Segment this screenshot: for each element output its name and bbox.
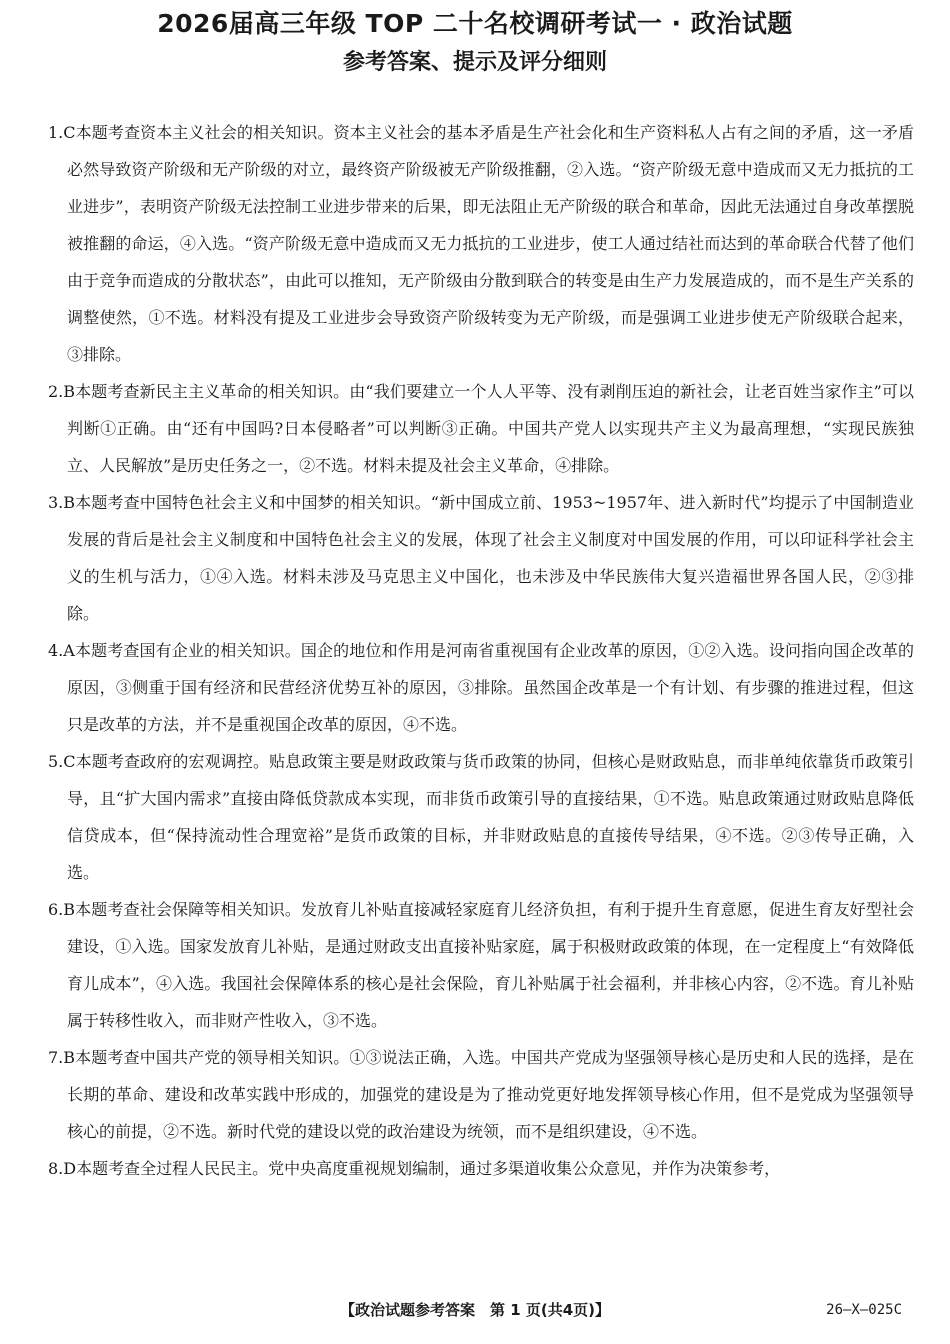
answer-number: 5. <box>48 752 64 771</box>
answer-text: B本题考查社会保障等相关知识。发放育儿补贴直接减轻家庭育儿经济负担，有利于提升生育意愿，促进生育友好型社会建设，①入选。国家发放育儿补贴，是通过财政支出直接补贴家庭，属于积极财政政策的体现，在一定程度上“有效降低育儿成本”，④入选。我国社会保障体系的核心是社会保险，育儿补贴属于社会福利，并非核心内容，②不选。育儿补贴属于转移性收入，而非财产性收入，③不选。 <box>63 900 914 1030</box>
answer-number: 1. <box>48 123 64 142</box>
answer-item-5 <box>48 743 914 891</box>
answer-text: A本题考查国有企业的相关知识。国企的地位和作用是河南省重视国有企业改革的原因，①②入选。设问指向国企改革的原因，③侧重于国有经济和民营经济优势互补的原因，③排除。虽然国企改革是一个有计划、有步骤的推进过程，但这只是改革的方法，并不是重视国企改革的原因，④不选。 <box>63 641 914 734</box>
answer-number: 3. <box>48 493 64 512</box>
exam-code: 26—X—025C <box>826 1302 902 1318</box>
answer-text: B本题考查中国共产党的领导相关知识。①③说法正确，入选。中国共产党成为坚强领导核心是历史和人民的选择，是在长期的革命、建设和改革实践中形成的，加强党的建设是为了推动党更好地发挥领导核心作用，但不是党成为坚强领导核心的前提，②不选。新时代党的建设以党的政治建设为统领，而不是组织建设，④不选。 <box>63 1048 914 1141</box>
answer-item-3 <box>48 484 914 632</box>
answer-number: 7. <box>48 1048 64 1067</box>
answer-text: B本题考查新民主主义革命的相关知识。由“我们要建立一个人人平等、没有剥削压迫的新社会，让老百姓当家作主”可以判断①正确。由“还有中国吗?日本侵略者”可以判断③正确。中国共产党人以实现共产主义为最高理想，“实现民族独立、人民解放”是历史任务之一，②不选。材料未提及社会主义革命，④排除。 <box>63 382 914 475</box>
answer-item-7 <box>48 1039 914 1150</box>
answer-item-1 <box>48 114 914 373</box>
answer-number: 6. <box>48 900 64 919</box>
answer-number: 2. <box>48 382 64 401</box>
answer-text: C本题考查政府的宏观调控。贴息政策主要是财政政策与货币政策的协同，但核心是财政贴息，而非单纯依靠货币政策引导，且“扩大国内需求”直接由降低贷款成本实现，而非货币政策引导的直接结果，①不选。贴息政策通过财政贴息降低信贷成本，但“保持流动性合理宽裕”是货币政策的目标，并非财政贴息的直接传导结果，④不选。②③传导正确，入选。 <box>63 752 914 882</box>
answer-item-4 <box>48 632 914 743</box>
answer-number: 4. <box>48 641 64 660</box>
answer-text: D本题考查全过程人民民主。党中央高度重视规划编制，通过多渠道收集公众意见，并作为决策参考， <box>63 1159 781 1178</box>
page-number-label: 【政治试题参考答案 第 1 页(共4页)】 <box>339 1301 611 1319</box>
answer-text: B本题考查中国特色社会主义和中国梦的相关知识。“新中国成立前、1953~1957年、进入新时代”均提示了中国制造业发展的背后是社会主义制度和中国特色社会主义的发展，体现了社会主义制度对中国发展的作用，可以印证科学社会主义的生机与活力，①④入选。材料未涉及马克思主义中国化，也未涉及中华民族伟大复兴造福世界各国人民，②③排除。 <box>63 493 914 623</box>
answer-item-8 <box>48 1150 914 1187</box>
page-subtitle: 参考答案、提示及评分细则 <box>342 50 607 75</box>
page-title: 2026届高三年级 TOP 二十名校调研考试一 · 政治试题 <box>157 9 793 38</box>
answer-text: C本题考查资本主义社会的相关知识。资本主义社会的基本矛盾是生产社会化和生产资料私人占有之间的矛盾，这一矛盾必然导致资产阶级和无产阶级的对立，最终资产阶级被无产阶级推翻，②入选。“资产阶级无意中造成而又无力抵抗的工业进步”，表明资产阶级无法控制工业进步带来的后果，即无法阻止无产阶级的联合和革命，因此无法通过自身改革摆脱被推翻的命运，④入选。“资产阶级无意中造成而又无力抵抗的工业进步，使工人通过结社而达到的革命联合代替了他们由于竞争而造成的分散状态”，由此可以推知，无产阶级由分散到联合的转变是由生产力发展造成的，而不是生产关系的调整使然，①不选。材料没有提及工业进步会导致资产阶级转变为无产阶级，而是强调工业进步使无产阶级联合起来，③排除。 <box>63 123 914 364</box>
answer-item-2 <box>48 373 914 484</box>
answer-item-6 <box>48 891 914 1039</box>
answer-number: 8. <box>48 1159 64 1178</box>
page-footer <box>0 1298 950 1322</box>
answer-list <box>48 114 914 1187</box>
